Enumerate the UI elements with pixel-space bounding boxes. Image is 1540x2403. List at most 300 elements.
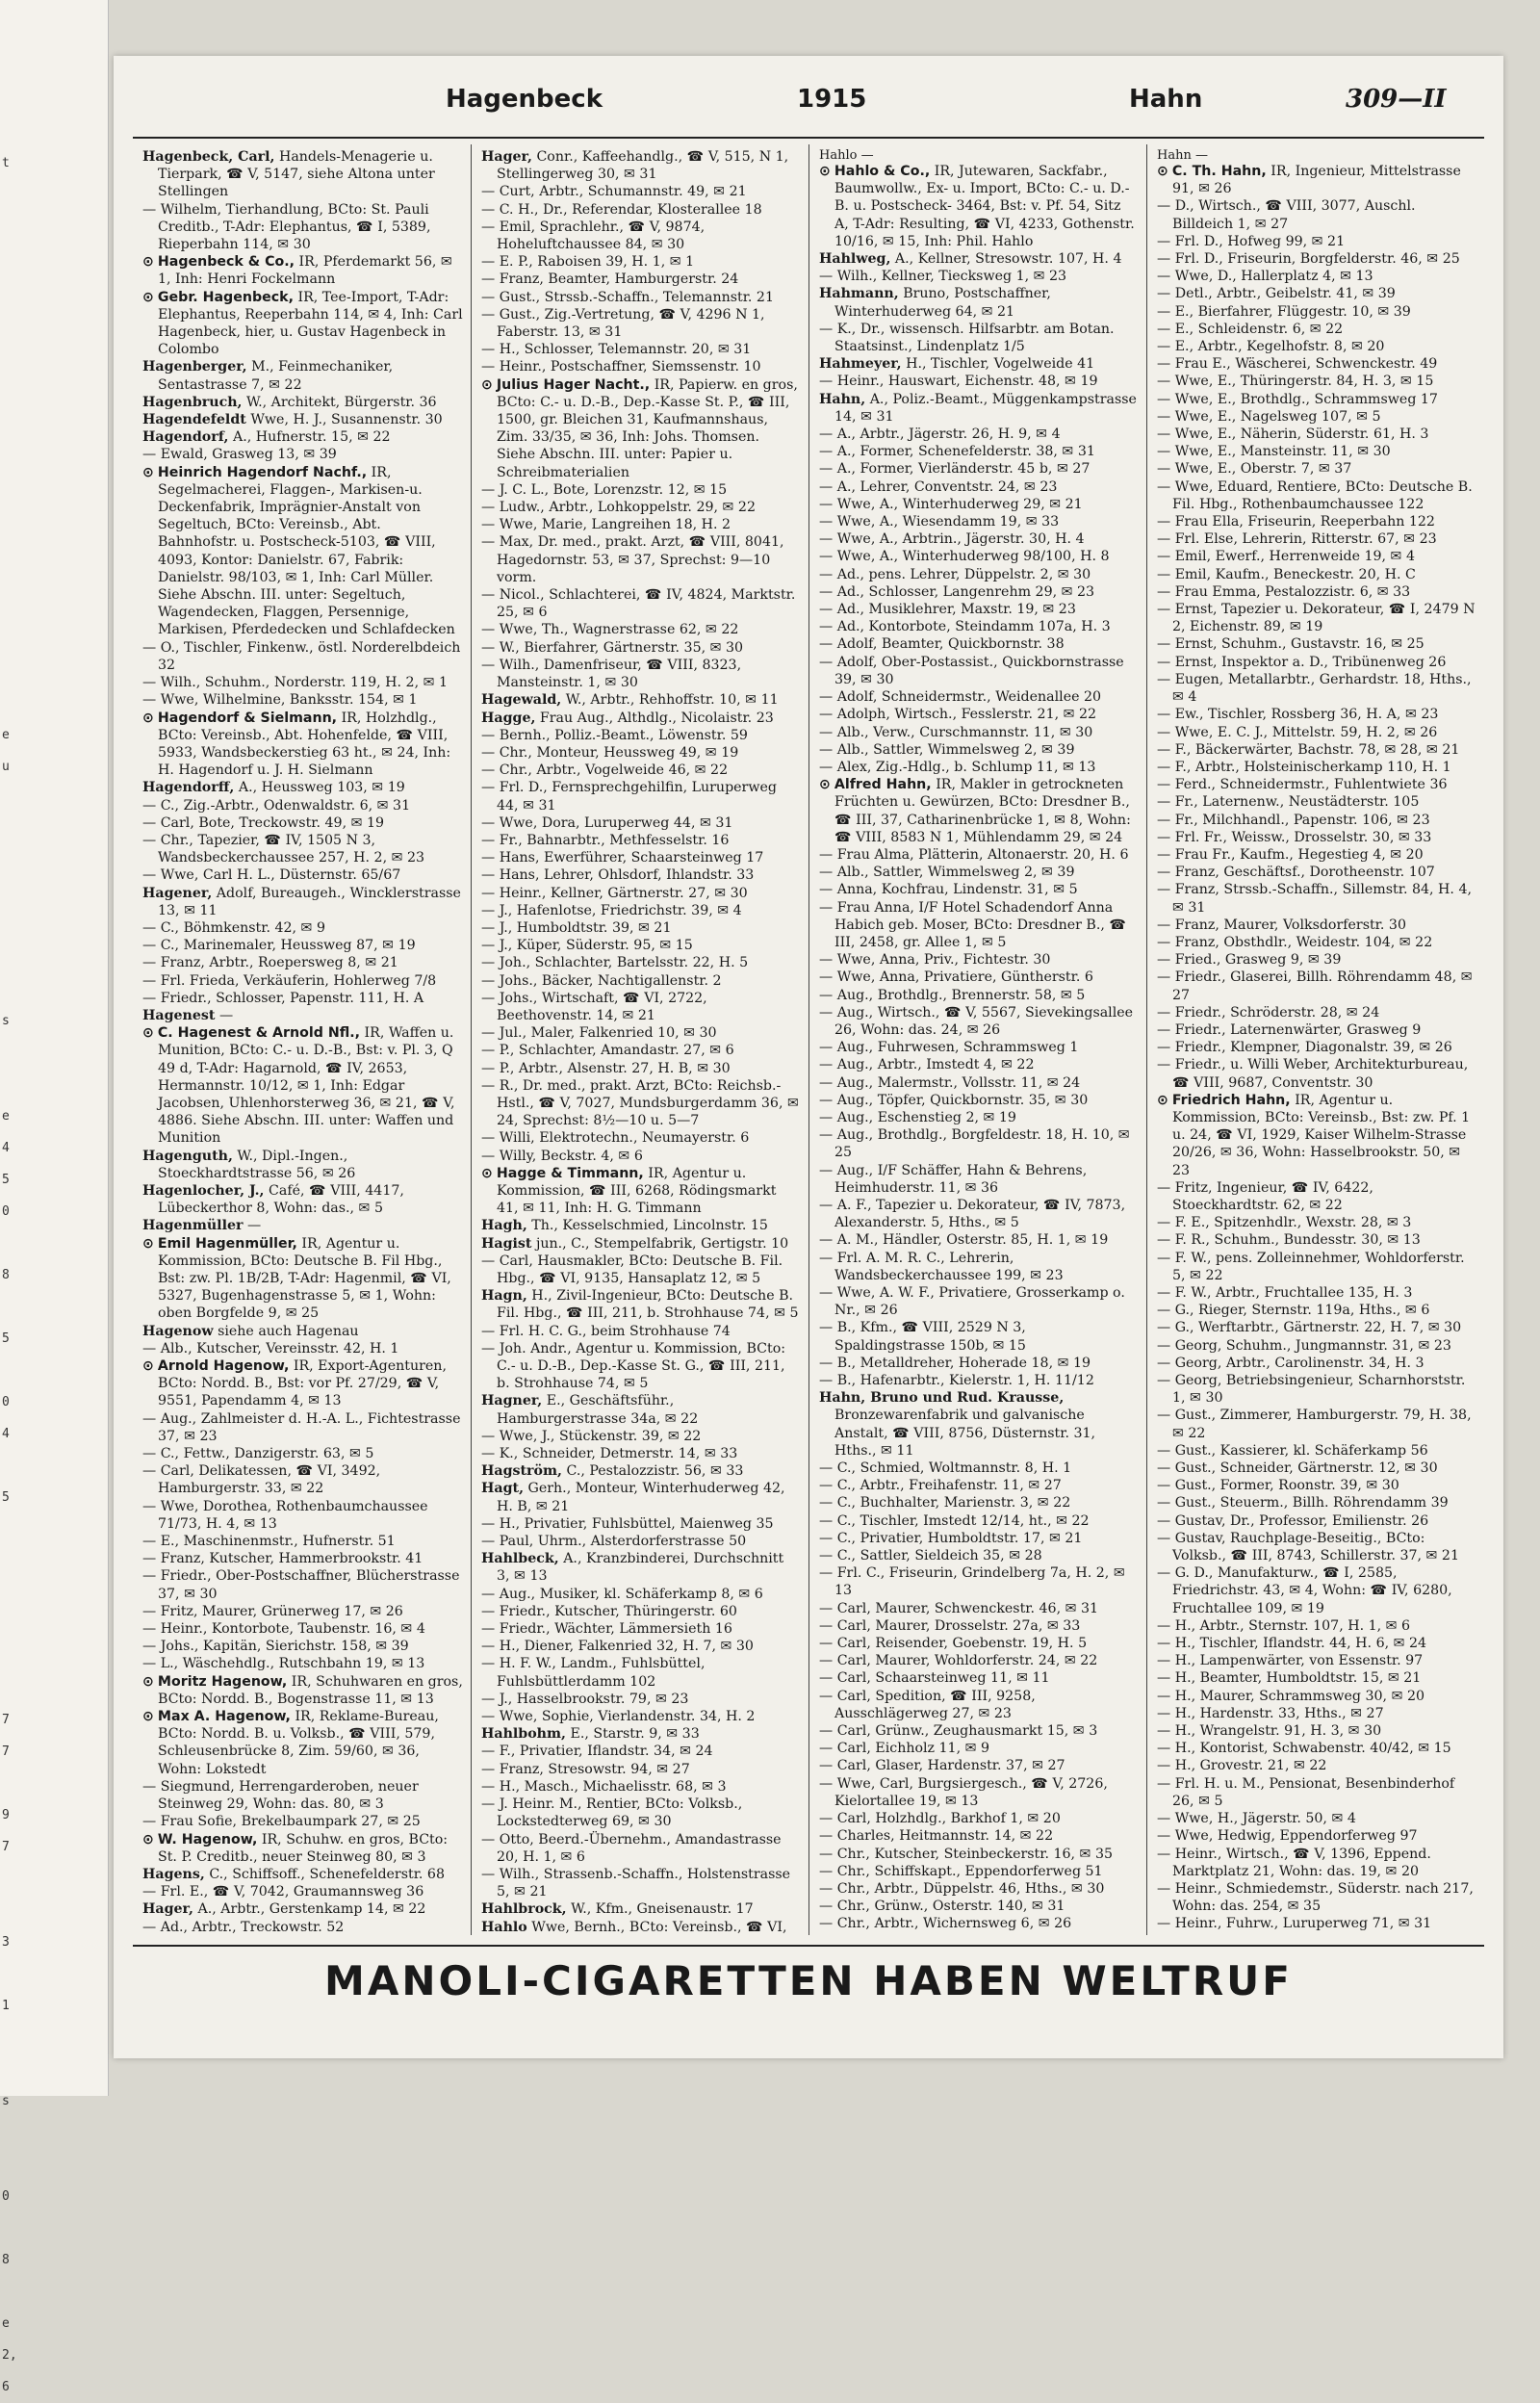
- entry-name: C. Th. Hahn,: [1171, 164, 1267, 179]
- entry-detail: IR, Agentur u. Kommission, BCto: Vereinsb., Bst: zw. Pf. 1 u. 24, ☎ VI, 1929, Kaiser Wilhelm-Strasse 20/26, ✉ 36, Wohn: Hasselbrookstr. 50, ✉ 23: [1172, 1092, 1471, 1178]
- directory-entry: [481, 779, 801, 814]
- entry-detail: IR, Pferdemarkt 56, ✉ 1, Inh: Henri Fockelmann: [158, 254, 452, 288]
- directory-entry: [1157, 408, 1476, 426]
- directory-entry: [819, 583, 1139, 601]
- entry-detail: IR, Reklame-Bureau, BCto: Nordd. B. u. Volksb., ☎ VIII, 579, Schleusenbrücke 8, Zim. 59/60, ✉ 36, Wohn: Lokstedt: [158, 1709, 439, 1777]
- directory-entry: [1157, 1039, 1476, 1056]
- directory-entry: [142, 674, 463, 691]
- entry-detail: — Carl, Bote, Treckowstr. 49, ✉ 19: [142, 814, 385, 831]
- directory-entry: [481, 1392, 801, 1427]
- directory-entry: [819, 1004, 1139, 1039]
- directory-entry: [819, 969, 1139, 986]
- directory-entry: [142, 1603, 463, 1620]
- entry-detail: — Ewald, Grasweg 13, ✉ 39: [142, 447, 337, 463]
- directory-entry: [142, 1445, 463, 1462]
- directory-entry: [819, 951, 1139, 969]
- directory-entry: [819, 1092, 1139, 1109]
- entry-detail: — Wwe, A., Arbtrin., Jägerstr. 30, H. 4: [819, 531, 1085, 548]
- directory-entry: [481, 1235, 801, 1253]
- directory-entry: [819, 1074, 1139, 1092]
- directory-entry: [142, 1813, 463, 1830]
- entry-detail: — Fritz, Maurer, Grünerweg 17, ✉ 26: [142, 1603, 403, 1619]
- entry-name: Hahlo & Co.,: [834, 164, 931, 179]
- entry-detail: — B., Kfm., ☎ VIII, 2529 N 3, Spaldingstrasse 150b, ✉ 15: [819, 1320, 1026, 1354]
- directory-entry: [142, 1550, 463, 1567]
- directory-entry: [1157, 1688, 1476, 1705]
- directory-entry: [481, 1550, 801, 1585]
- directory-entry: [142, 779, 463, 796]
- directory-entry: [142, 797, 463, 814]
- firm-marker-icon: ⊙: [481, 376, 493, 393]
- directory-entry: [481, 639, 801, 657]
- directory-entry: [481, 1445, 801, 1462]
- directory-entry: [819, 373, 1139, 390]
- entry-detail: — Carl, Spedition, ☎ III, 9258, Ausschlägerweg 27, ✉ 23: [819, 1688, 1036, 1721]
- directory-entry: [1157, 1757, 1476, 1774]
- directory-entry: [481, 866, 801, 884]
- entry-detail: — Ernst, Schuhm., Gustavstr. 16, ✉ 25: [1157, 636, 1424, 653]
- entry-detail: — Wilh., Strassenb.-Schaffn., Holstenstrasse 5, ✉ 21: [481, 1866, 791, 1900]
- entry-detail: — Aug., Fuhrwesen, Schrammsweg 1: [819, 1040, 1079, 1056]
- column-3: [808, 144, 1146, 1935]
- entry-detail: — P., Schlachter, Amandastr. 27, ✉ 6: [481, 1043, 734, 1059]
- entry-detail: — Gust., Steuerm., Billh. Röhrendamm 39: [1157, 1495, 1449, 1512]
- header-left-keyword: Hagenbeck: [446, 85, 603, 114]
- directory-entry: [1157, 321, 1476, 338]
- directory-entry: [1157, 601, 1476, 635]
- directory-entry: [1157, 548, 1476, 565]
- entry-name: Hagenguth,: [142, 1148, 233, 1164]
- entry-detail: — Gust., Zig.-Vertretung, ☎ V, 4296 N 1, Faberstr. 13, ✉ 31: [481, 306, 765, 341]
- directory-entry: [1157, 654, 1476, 671]
- directory-entry: [481, 621, 801, 638]
- directory-entry: [142, 1007, 463, 1024]
- entry-detail: — C., Zig.-Arbtr., Odenwaldstr. 6, ✉ 31: [142, 797, 411, 814]
- entry-detail: — Frl. H. u. M., Pensionat, Besenbinderhof 26, ✉ 5: [1157, 1775, 1455, 1809]
- entry-detail: — Carl, Maurer, Wohldorferstr. 24, ✉ 22: [819, 1653, 1098, 1669]
- entry-detail: — C., Schmied, Woltmannstr. 8, H. 1: [819, 1460, 1072, 1477]
- column-continuation-label: Hahlo —: [819, 148, 874, 163]
- directory-entry: [1157, 355, 1476, 373]
- entry-detail: — Fr., Milchhandl., Papenstr. 106, ✉ 23: [1157, 812, 1430, 828]
- entry-detail: — Fried., Grasweg 9, ✉ 39: [1157, 952, 1342, 969]
- entry-name: Hager,: [481, 149, 532, 165]
- entry-detail: C., Pestalozzistr. 56, ✉ 33: [566, 1463, 744, 1480]
- firm-marker-icon: ⊙: [819, 164, 831, 179]
- directory-entry: [481, 744, 801, 762]
- entry-detail: Bronzewarenfabrik und galvanische Anstalt, ☎ VIII, 8756, Düsternstr. 31, Hths., ✉ 11: [834, 1408, 1096, 1459]
- entry-detail: — Franz, Kutscher, Hammerbrookstr. 41: [142, 1551, 424, 1567]
- directory-entry: [1157, 1564, 1476, 1617]
- directory-entry: [819, 1933, 1139, 1935]
- entry-detail: — Friedr., Glaserei, Billh. Röhrendamm 48, ✉ 27: [1157, 969, 1473, 1003]
- entry-detail: — Frau E., Wäscherei, Schwenckestr. 49: [1157, 356, 1438, 373]
- directory-entry: [819, 759, 1139, 776]
- directory-entry: [481, 1428, 801, 1445]
- entry-detail: — Wwe, Marie, Langreihen 18, H. 2: [481, 517, 732, 533]
- entry-detail: — Wwe, E., Oberstr. 7, ✉ 37: [1157, 461, 1352, 478]
- entry-detail: — Chr., Monteur, Heussweg 49, ✉ 19: [481, 744, 739, 761]
- entry-detail: — J., Humboldtstr. 39, ✉ 21: [481, 919, 672, 936]
- directory-entry: [1157, 934, 1476, 951]
- directory-entry: [819, 1512, 1139, 1530]
- entry-detail: — K., Dr., wissensch. Hilfsarbtr. am Botan. Staatsinst., Lindenplatz 1/5: [819, 321, 1115, 355]
- directory-entry: [819, 1898, 1139, 1915]
- entry-detail: — Hans, Lehrer, Ohlsdorf, Ihlandstr. 33: [481, 867, 755, 884]
- directory-entry: [1157, 1705, 1476, 1722]
- entry-detail: — K., Schneider, Detmerstr. 14, ✉ 33: [481, 1446, 738, 1462]
- directory-entry: [142, 814, 463, 832]
- directory-entry: [142, 937, 463, 954]
- entry-detail: —: [246, 1218, 262, 1234]
- directory-entry: [819, 530, 1139, 548]
- directory-entry: [1157, 1617, 1476, 1635]
- directory-entry: [142, 885, 463, 919]
- directory-entry: [142, 201, 463, 254]
- directory-entry: [142, 1638, 463, 1655]
- entry-detail: — Alb., Verw., Curschmannstr. 11, ✉ 30: [819, 724, 1093, 740]
- entry-detail: A., Arbtr., Gerstenkamp 14, ✉ 22: [197, 1901, 426, 1918]
- entry-detail: — Frl. Frieda, Verkäuferin, Hohlerweg 7/8: [142, 972, 437, 989]
- directory-entry: [481, 902, 801, 919]
- entry-detail: — Bernh., Polliz.-Beamt., Löwenstr. 59: [481, 727, 748, 743]
- entry-detail: — Franz, Geschäftsf., Dorotheenstr. 107: [1157, 865, 1435, 881]
- entry-detail: — Georg, Betriebsingenieur, Scharnhorststr. 1, ✉ 30: [1157, 1373, 1466, 1407]
- header-page-number: 309—II: [1346, 85, 1447, 114]
- entry-detail: — C., Buchhalter, Marienstr. 3, ✉ 22: [819, 1495, 1071, 1512]
- entry-detail: IR, Agentur u. Kommission, ☎ III, 6268, Rödingsmarkt 41, ✉ 11, Inh: H. G. Timmann: [497, 1165, 777, 1217]
- directory-entry: [1157, 1635, 1476, 1652]
- entry-detail: — Ludw., Arbtr., Lohkoppelstr. 29, ✉ 22: [481, 500, 756, 516]
- entry-detail: — H., Hardenstr. 33, Hths., ✉ 27: [1157, 1705, 1384, 1721]
- entry-detail: — Wilh., Damenfriseur, ☎ VIII, 8323, Mansteinstr. 1, ✉ 30: [481, 657, 742, 691]
- entry-detail: — F. R., Schuhm., Bundesstr. 30, ✉ 13: [1157, 1232, 1421, 1249]
- entry-name: Hagh,: [481, 1218, 527, 1234]
- directory-entry: [1157, 741, 1476, 759]
- entry-detail: — Max, Dr. med., prakt. Arzt, ☎ VIII, 8041, Hagedornstr. 53, ✉ 37, Sprechst: 9—10 vorm.: [481, 534, 784, 585]
- directory-entry: [819, 285, 1139, 320]
- entry-detail: — Heinr., Hauswart, Eichenstr. 48, ✉ 19: [819, 374, 1098, 390]
- entry-detail: — Wwe, D., Hallerplatz 4, ✉ 13: [1157, 269, 1373, 285]
- directory-entry: [481, 358, 801, 375]
- entry-detail: — Fr., Bahnarbtr., Methfesselstr. 16: [481, 832, 730, 848]
- directory-entry: [1157, 1827, 1476, 1845]
- directory-entry: [142, 1182, 463, 1217]
- entry-detail: — Frl. E., ☎ V, 7042, Graumannsweg 36: [142, 1884, 424, 1900]
- directory-entry: [819, 1197, 1139, 1231]
- entry-detail: — B., Hafenarbtr., Kielerstr. 1, H. 11/12: [819, 1373, 1094, 1389]
- entry-detail: — Carl, Grünw., Zeughausmarkt 15, ✉ 3: [819, 1723, 1098, 1740]
- entry-detail: — Wwe, Carl, Burgsiergesch., ☎ V, 2726, Kielortallee 19, ✉ 13: [819, 1775, 1108, 1809]
- entry-name: Hahn,: [819, 391, 866, 407]
- directory-page: [114, 56, 1503, 2058]
- directory-entry: [481, 937, 801, 954]
- entry-detail: W., Architekt, Bürgerstr. 36: [245, 394, 437, 410]
- entry-detail: — E., Maschinenmstr., Hufnerstr. 51: [142, 1534, 396, 1550]
- directory-entry: [481, 1638, 801, 1655]
- entry-name: Hagenberger,: [142, 359, 247, 375]
- directory-entry: [142, 1340, 463, 1357]
- entry-name: Hagenmüller: [142, 1218, 244, 1234]
- directory-entry: [819, 1863, 1139, 1880]
- directory-entry: [481, 183, 801, 200]
- directory-entry: [819, 1530, 1139, 1547]
- firm-marker-icon: ⊙: [142, 1831, 154, 1847]
- directory-entry: [819, 635, 1139, 653]
- directory-entry: [481, 1620, 801, 1638]
- entry-detail: — Friedr., Wächter, Lämmersieth 16: [481, 1621, 732, 1638]
- entry-detail: — Wwe, E., Nagelsweg 107, ✉ 5: [1157, 408, 1381, 425]
- entry-detail: IR, Agentur u. Kommission, BCto: Deutsche B. Fil Hbg., Bst: zw. Pl. 1B/2B, T-Adr: Hagenmil, ☎ VI, 5327, Bugenhagenstrasse 5, ✉ 1, Wohn: oben Borgfelde 9, ✉ 25: [158, 1235, 451, 1322]
- entry-detail: A., Hufnerstr. 15, ✉ 22: [232, 429, 391, 446]
- entry-name: Emil Hagenmüller,: [157, 1235, 297, 1252]
- directory-entry: [1157, 1740, 1476, 1757]
- directory-entry: [1157, 1915, 1476, 1932]
- directory-entry: [1157, 1933, 1476, 1935]
- directory-entry: [1157, 1846, 1476, 1880]
- entry-detail: — J., Küper, Süderstr. 95, ✉ 15: [481, 938, 693, 954]
- directory-entry: [1157, 1372, 1476, 1407]
- directory-entry: [481, 972, 801, 990]
- directory-entry: [142, 1217, 463, 1234]
- entry-detail: — Friedr., Kutscher, Thüringerstr. 60: [481, 1603, 737, 1619]
- directory-entry: [481, 1129, 801, 1147]
- entry-detail: — Chr., Tapezier, ☎ IV, 1505 N 3, Wandsbeckerchaussee 257, H. 2, ✉ 23: [142, 832, 425, 866]
- entry-name: Hagewald,: [481, 692, 562, 709]
- entry-detail: — Ad., Schlosser, Langenrehm 29, ✉ 23: [819, 583, 1095, 600]
- entry-detail: — E., Arbtr., Kegelhofstr. 8, ✉ 20: [1157, 339, 1385, 355]
- directory-entry: [819, 1039, 1139, 1056]
- directory-entry: [142, 1620, 463, 1638]
- directory-entry: [1157, 1021, 1476, 1039]
- directory-entry: [1157, 706, 1476, 723]
- firm-marker-icon: ⊙: [142, 710, 154, 726]
- entry-detail: — Wilh., Schuhm., Norderstr. 119, H. 2, ✉ 1: [142, 675, 449, 691]
- entry-detail: — Wwe, Anna, Priv., Fichtestr. 30: [819, 952, 1051, 969]
- entry-detail: — F., Arbtr., Holsteinischerkamp 110, H. 1: [1157, 759, 1451, 775]
- entry-detail: Adolf, Bureaugeh., Wincklerstrasse 13, ✉ 11: [158, 885, 461, 918]
- entry-detail: — Adolf, Schneidermstr., Weidenallee 20: [819, 689, 1102, 706]
- directory-entry: [819, 426, 1139, 443]
- directory-entry: [142, 1866, 463, 1883]
- directory-entry: [1157, 724, 1476, 741]
- entry-detail: W., Kfm., Gneisenaustr. 17: [571, 1901, 754, 1918]
- directory-entry: [481, 1778, 801, 1796]
- entry-detail: — Chr., Arbtr., Düppelstr. 46, Hths., ✉ 30: [819, 1880, 1105, 1897]
- entry-detail: — G., Rieger, Sternstr. 119a, Hths., ✉ 6: [1157, 1303, 1430, 1319]
- entry-detail: — C., Tischler, Imstedt 12/14, ht., ✉ 22: [819, 1512, 1090, 1529]
- edge-glyphs: t e u s e 4 5 0 8 5 0 4 5 7 7 9 7 3 1 s 0 8 e 2, 6: [2, 156, 17, 2394]
- entry-detail: Conr., Kaffeehandlg., ☎ V, 515, N 1, Stellingerweg 30, ✉ 31: [497, 149, 789, 183]
- directory-entry: [481, 1060, 801, 1077]
- directory-entry: [142, 1323, 463, 1340]
- entry-detail: — C., Böhmkenstr. 42, ✉ 9: [142, 919, 325, 936]
- entry-name: Hagenow: [142, 1323, 214, 1339]
- directory-entry: [1157, 443, 1476, 460]
- directory-entry: [1157, 1179, 1476, 1214]
- entry-detail: — Frl. D., Fernsprechgehilfin, Luruperweg 44, ✉ 31: [481, 780, 777, 814]
- directory-entry: [481, 1077, 801, 1130]
- entry-detail: — Frl. D., Friseurin, Borgfelderstr. 46, ✉ 25: [1157, 251, 1460, 268]
- directory-entry: [819, 881, 1139, 898]
- entry-detail: — Frl. H. C. G., beim Strohhause 74: [481, 1323, 731, 1339]
- entry-detail: — Anna, Kochfrau, Lindenstr. 31, ✉ 5: [819, 882, 1078, 898]
- entry-detail: — Aug., Musiker, kl. Schäferkamp 8, ✉ 6: [481, 1586, 763, 1602]
- entry-detail: Wwe, H. J., Susannenstr. 30: [250, 412, 443, 428]
- entry-detail: — E., Schleidenstr. 6, ✉ 22: [1157, 321, 1344, 337]
- directory-entry: [142, 1410, 463, 1445]
- directory-entry: [481, 516, 801, 533]
- directory-entry: [1157, 566, 1476, 583]
- directory-entry: [1157, 233, 1476, 250]
- directory-entry: [1157, 1530, 1476, 1564]
- entry-detail: — Carl, Delikatessen, ☎ VI, 3492, Hamburgerstr. 33, ✉ 22: [142, 1463, 381, 1497]
- directory-entry: [819, 1494, 1139, 1512]
- directory-entry: [481, 1287, 801, 1322]
- directory-entry: [142, 639, 463, 674]
- entry-name: Hagendefeldt: [142, 412, 246, 428]
- entry-detail: — Wwe, Eduard, Rentiere, BCto: Deutsche B. Fil. Hbg., Rothenbaumchaussee 122: [1157, 478, 1473, 512]
- entry-detail: — A. M., Händler, Osterstr. 85, H. 1, ✉ 19: [819, 1232, 1109, 1249]
- page-header: [114, 85, 1503, 133]
- entry-detail: — Friedr., Klempner, Diagonalstr. 39, ✉ 26: [1157, 1040, 1452, 1056]
- firm-entry: [142, 1024, 463, 1147]
- entry-detail: — Franz, Arbtr., Roepersweg 8, ✉ 21: [142, 955, 398, 971]
- directory-entry: [819, 1162, 1139, 1197]
- directory-entry: [1157, 1652, 1476, 1669]
- entry-detail: — Fritz, Ingenieur, ☎ IV, 6422, Stoeckhardtstr. 62, ✉ 22: [1157, 1179, 1373, 1213]
- entry-detail: — Wwe, Hedwig, Eppendorferweg 97: [1157, 1828, 1418, 1845]
- entry-detail: A., Kranzbinderei, Durchschnitt 3, ✉ 13: [497, 1551, 784, 1585]
- entry-detail: — O., Tischler, Finkenw., östl. Norderelbdeich 32: [142, 639, 461, 673]
- directory-entry: [481, 586, 801, 621]
- entry-detail: — D., Wirtsch., ☎ VIII, 3077, Auschl. Billdeich 1, ✉ 27: [1157, 198, 1416, 232]
- directory-entry: [1157, 671, 1476, 706]
- directory-entry: [142, 1655, 463, 1672]
- entry-detail: — Wwe, Dorothea, Rothenbaumchaussee 71/73, H. 4, ✉ 13: [142, 1498, 428, 1532]
- directory-entry: [819, 1460, 1139, 1477]
- directory-entry: [819, 741, 1139, 759]
- directory-entry: [1157, 426, 1476, 443]
- directory-entry: [1157, 1442, 1476, 1460]
- firm-entry: [142, 710, 463, 780]
- advertisement-banner: MANOLI-CIGARETTEN HABEN WELTRUF: [324, 1957, 1293, 2004]
- directory-entry: [481, 306, 801, 341]
- entry-detail: — Wwe, E., Näherin, Süderstr. 61, H. 3: [1157, 426, 1429, 443]
- entry-detail: — Heinr., Schmiedemstr., Süderstr. nach 217, Wohn: das. 254, ✉ 35: [1157, 1880, 1474, 1915]
- entry-detail: — Wwe, Sophie, Vierlandenstr. 34, H. 2: [481, 1709, 756, 1725]
- entry-detail: — C., Privatier, Humboldtstr. 17, ✉ 21: [819, 1530, 1083, 1546]
- directory-entry: [481, 1148, 801, 1165]
- entry-detail: — Johs., Wirtschaft, ☎ VI, 2722, Beethovenstr. 14, ✉ 21: [481, 990, 707, 1023]
- entry-detail: — Frl. C., Friseurin, Grindelberg 7a, H. 2, ✉ 13: [819, 1565, 1125, 1599]
- entry-detail: — Nicol., Schlachterei, ☎ IV, 4824, Marktstr. 25, ✉ 6: [481, 587, 796, 621]
- entry-detail: — J., Hasselbrookstr. 79, ✉ 23: [481, 1691, 689, 1707]
- entry-detail: Th., Kesselschmied, Lincolnstr. 15: [531, 1218, 768, 1234]
- entry-detail: — Carl, Hausmakler, BCto: Deutsche B. Fil. Hbg., ☎ VI, 9135, Hansaplatz 12, ✉ 5: [481, 1253, 783, 1286]
- directory-entry: [1157, 391, 1476, 408]
- directory-entry: [819, 601, 1139, 618]
- entry-detail: — C., Marinemaler, Heussweg 87, ✉ 19: [142, 938, 416, 954]
- directory-entry: [819, 1231, 1139, 1249]
- directory-entry: [481, 219, 801, 253]
- entry-detail: — Frau Anna, I/F Hotel Schadendorf Anna Habich geb. Moser, BCto: Dresdner B., ☎ III, 2458, gr. Allee 1, ✉ 5: [819, 899, 1127, 950]
- entry-detail: — Heinr., Kellner, Gärtnerstr. 27, ✉ 30: [481, 885, 748, 901]
- entry-detail: — Carl, Maurer, Schwenckestr. 46, ✉ 31: [819, 1600, 1099, 1616]
- firm-entry: [1157, 1092, 1476, 1179]
- directory-columns: [133, 144, 1484, 1935]
- directory-entry: [819, 1880, 1139, 1898]
- entry-detail: — Frl. Fr., Weissw., Drosselstr. 30, ✉ 33: [1157, 829, 1432, 845]
- entry-detail: M., Feinmechaniker, Sentastrasse 7, ✉ 22: [158, 359, 394, 393]
- header-year: 1915: [797, 85, 867, 114]
- entry-detail: — Franz, Strssb.-Schaffn., Sillemstr. 84, H. 4, ✉ 31: [1157, 882, 1472, 916]
- column-continuation-label: Hahn —: [1157, 148, 1208, 163]
- directory-entry: [1157, 1231, 1476, 1249]
- directory-entry: [819, 1250, 1139, 1284]
- entry-detail: — F., Bäckerwärter, Bachstr. 78, ✉ 28, ✉ 21: [1157, 741, 1460, 758]
- directory-entry: [1157, 1337, 1476, 1355]
- entry-name: Hagt,: [481, 1481, 525, 1497]
- directory-entry: [142, 1883, 463, 1900]
- entry-name: Moritz Hagenow,: [157, 1673, 288, 1690]
- entry-detail: — Wwe, E., Brothdlg., Schrammsweg 17: [1157, 391, 1438, 407]
- directory-entry: [142, 866, 463, 884]
- directory-entry: [819, 1600, 1139, 1617]
- entry-detail: — Wwe, E., Thüringerstr. 84, H. 3, ✉ 15: [1157, 374, 1434, 390]
- entry-detail: — Ad., Kontorbote, Steindamm 107a, H. 3: [819, 619, 1111, 635]
- directory-entry: [1157, 1722, 1476, 1740]
- entry-detail: — B., Metalldreher, Hoherade 18, ✉ 19: [819, 1355, 1091, 1371]
- entry-detail: — J. Heinr. M., Rentier, BCto: Volksb., Lockstedterweg 69, ✉ 30: [481, 1796, 743, 1830]
- directory-entry: [481, 341, 801, 358]
- directory-entry: [1157, 969, 1476, 1003]
- entry-detail: — A. F., Tapezier u. Dekorateur, ☎ IV, 7873, Alexanderstr. 5, Hths., ✉ 5: [819, 1197, 1126, 1231]
- directory-entry: [1157, 285, 1476, 302]
- firm-entry: [142, 1357, 463, 1410]
- entry-name: Hagn,: [481, 1288, 527, 1305]
- directory-entry: [819, 1547, 1139, 1564]
- entry-detail: — Frl. Else, Lehrerin, Ritterstr. 67, ✉ 23: [1157, 531, 1437, 548]
- directory-entry: [481, 1217, 801, 1234]
- entry-detail: E., Starstr. 9, ✉ 33: [570, 1726, 700, 1743]
- entry-detail: — Heinr., Fuhrw., Luruperweg 71, ✉ 31: [1157, 1916, 1432, 1932]
- entry-detail: — Friedr., u. Willi Weber, Architekturbureau, ☎ VIII, 9687, Conventstr. 30: [1157, 1057, 1469, 1091]
- entry-detail: — Frau Emma, Pestalozzistr. 6, ✉ 33: [1157, 583, 1411, 600]
- entry-name: Hagenbeck, Carl,: [142, 149, 275, 165]
- entry-detail: IR, Tee-Import, T-Adr: Elephantus, Reeperbahn 114, ✉ 4, Inh: Carl Hagenbeck, hier, u. Gustav Hagenbeck in Colombo: [158, 289, 463, 358]
- entry-name: Hahlbohm,: [481, 1726, 566, 1743]
- entry-detail: — R., Dr. med., prakt. Arzt, BCto: Reichsb.-Hstl., ☎ V, 7027, Mundsburgerdamm 36, ✉ 24, Sprechst: 8½—10 u. 5—7: [481, 1077, 799, 1129]
- entry-detail: — H., Grovestr. 21, ✉ 22: [1157, 1758, 1327, 1774]
- directory-entry: [481, 1866, 801, 1900]
- entry-detail: — F. E., Spitzenhdlr., Wexstr. 28, ✉ 3: [1157, 1215, 1412, 1231]
- entry-detail: — Frau Ella, Friseurin, Reeperbahn 122: [1157, 514, 1435, 530]
- entry-detail: — Aug., Brothdlg., Borgfeldestr. 18, H. 10, ✉ 25: [819, 1127, 1130, 1161]
- entry-name: Hahlbrock,: [481, 1901, 567, 1918]
- entry-detail: — Aug., Töpfer, Quickbornstr. 35, ✉ 30: [819, 1092, 1089, 1108]
- entry-detail: W., Arbtr., Rehhoffstr. 10, ✉ 11: [565, 692, 779, 709]
- entry-detail: — Georg, Arbtr., Carolinenstr. 34, H. 3: [1157, 1355, 1424, 1371]
- entry-detail: — Ad., pens. Lehrer, Düppelstr. 2, ✉ 30: [819, 566, 1091, 582]
- entry-detail: — F. W., pens. Zolleinnehmer, Wohldorferstr. 5, ✉ 22: [1157, 1250, 1465, 1283]
- directory-entry: [819, 1827, 1139, 1845]
- directory-entry: [1157, 478, 1476, 513]
- directory-entry: [1157, 846, 1476, 864]
- directory-entry: [819, 846, 1139, 864]
- directory-entry: [819, 1810, 1139, 1827]
- entry-name: Hahlweg,: [819, 251, 891, 268]
